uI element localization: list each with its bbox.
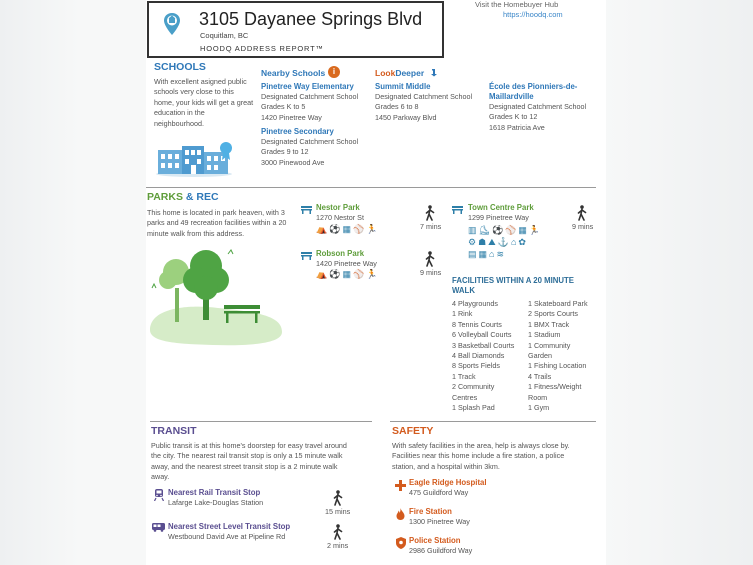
facility-item: 4 Trails xyxy=(528,371,552,381)
school-building-icon xyxy=(154,140,234,178)
transit-description: Public transit is at this home's doorstep for easy travel around the city. The nearest rail transit stop is only a 15 minute walk away, and the nearest street transit stop is a 2 minute walk away. xyxy=(151,441,347,482)
safety-card[interactable] xyxy=(409,536,559,556)
park-card[interactable] xyxy=(468,203,578,223)
ball-icon: ⚽ xyxy=(491,225,504,235)
facility-item: 3 Basketball Courts xyxy=(452,340,515,350)
runner-icon: 🏃 xyxy=(366,224,378,234)
fire-icon xyxy=(396,508,405,520)
safety-card[interactable] xyxy=(409,478,559,498)
schools-title: SCHOOLS xyxy=(154,61,206,73)
walking-person-icon xyxy=(333,490,343,506)
walking-person-icon xyxy=(425,205,435,221)
runner-icon: 🏃 xyxy=(366,269,378,279)
runner-icon: 🏃 xyxy=(528,225,541,235)
parks-title-b: & REC xyxy=(185,191,219,203)
police-shield-icon xyxy=(396,537,406,549)
facility-item: 1 BMX Track xyxy=(528,319,570,329)
address-header-box xyxy=(147,1,444,58)
facility-item: 2 Community Centres xyxy=(452,382,495,402)
homebuyer-hub-link[interactable]: https://hoodq.com xyxy=(503,10,563,19)
fishing-icon: ⚓ xyxy=(497,237,509,247)
facilities-title: FACILITIES WITHIN A 20 MINUTE WALK xyxy=(452,276,575,295)
school-type: Designated Catchment School xyxy=(375,92,473,101)
safety-name: Fire Station xyxy=(409,507,452,516)
school-name: Pinetree Secondary xyxy=(261,127,334,136)
tennis-icon: ⚾ xyxy=(352,224,365,234)
garden-icon: ✿ xyxy=(518,237,526,247)
park-name: Nestor Park xyxy=(316,203,360,212)
transit-detail: Westbound David Ave at Pipeline Rd xyxy=(168,532,286,541)
safety-card[interactable] xyxy=(409,507,559,527)
walk-time: 15 mins xyxy=(325,507,351,516)
school-address: 3000 Pinewood Ave xyxy=(261,157,325,167)
park-card[interactable] xyxy=(316,249,426,269)
school-name: Summit Middle xyxy=(375,82,431,91)
safety-name: Eagle Ridge Hospital xyxy=(409,478,487,487)
nearby-schools-label: Nearby Schools xyxy=(261,68,326,78)
park-address: 1420 Pinetree Way xyxy=(316,259,377,268)
park-name: Town Centre Park xyxy=(468,203,534,212)
homebuyer-hub-label: Visit the Homebuyer Hub xyxy=(475,0,559,9)
parks-title xyxy=(147,191,219,203)
school-name: Pinetree Way Elementary xyxy=(261,82,354,91)
facility-item: 8 Tennis Courts xyxy=(452,319,502,329)
facility-item: 1 Rink xyxy=(452,309,473,319)
bench-icon xyxy=(301,206,312,214)
walking-person-icon xyxy=(333,524,343,540)
safety-divider xyxy=(390,421,596,422)
center-icon: ⌂ xyxy=(489,249,495,259)
facility-icons-row xyxy=(316,269,379,280)
school-type: Designated Catchment School xyxy=(489,102,587,111)
school-card[interactable] xyxy=(375,82,485,123)
facility-item: 4 Ball Diamonds xyxy=(452,351,505,361)
facility-item: 1 Splash Pad xyxy=(452,403,495,413)
lookdeeper-deeper: Deeper xyxy=(395,68,425,78)
ball-icon: ⚽ xyxy=(329,224,341,234)
facility-icons-row xyxy=(316,224,379,235)
playground-icon: ⛺ xyxy=(316,224,328,234)
transit-name: Nearest Street Level Transit Stop xyxy=(168,522,291,531)
safety-address: 1300 Pinetree Way xyxy=(409,517,470,526)
transit-title: TRANSIT xyxy=(151,425,197,437)
facility-item: 1 Gym xyxy=(528,403,550,413)
lookdeeper-look: Look xyxy=(375,68,396,78)
ball-icon: ⚽ xyxy=(329,269,341,279)
walk-time: 9 mins xyxy=(572,222,594,231)
bus-icon xyxy=(152,523,165,532)
school-card[interactable] xyxy=(261,127,371,168)
school-grades: Grades 6 to 8 xyxy=(375,102,419,112)
safety-title: SAFETY xyxy=(392,425,434,437)
city-label: Coquitlam, BC xyxy=(200,31,249,40)
facility-item: 1 Skateboard Park xyxy=(528,299,588,308)
parks-description: This home is located in park heaven, with 3 parks and 49 recreation facilities within a 20 minute walk from this address. xyxy=(147,208,287,238)
walking-person-icon xyxy=(577,205,587,221)
school-card[interactable] xyxy=(489,82,595,133)
report-page xyxy=(146,0,606,565)
facility-item: 1 Track xyxy=(452,371,476,381)
court-icon: ▦ xyxy=(478,249,488,259)
pool-icon: ≋ xyxy=(496,249,505,259)
report-label: HOODQ ADDRESS REPORT™ xyxy=(200,44,324,53)
court-icon: ▦ xyxy=(342,269,351,279)
gym-icon: ☗ xyxy=(478,237,487,247)
walking-person-icon xyxy=(425,251,435,267)
park-card[interactable] xyxy=(316,203,426,223)
playground-icon: ⛺ xyxy=(316,269,328,279)
court-icon: ▦ xyxy=(518,225,527,235)
school-grades: Grades K to 12 xyxy=(489,112,538,122)
safety-description: With safety facilities in the area, help is always close by. Facilities near this home include a fire station, a police station, and a hospital within 3km. xyxy=(392,441,570,471)
facility-item: 4 Playgrounds xyxy=(452,299,498,308)
lookdeeper-logo[interactable] xyxy=(375,68,438,78)
bench-icon xyxy=(452,206,463,214)
court-icon: ▦ xyxy=(342,224,351,234)
park-name: Robson Park xyxy=(316,249,365,258)
stadium-icon: ▥ xyxy=(468,225,477,235)
transit-divider xyxy=(150,421,372,422)
walk-time: 9 mins xyxy=(420,268,442,277)
arrow-down-icon xyxy=(430,68,438,77)
facility-item: 1 Fitness/Weight Room xyxy=(528,382,582,402)
facility-item: 1 Community Garden xyxy=(528,340,571,361)
info-icon[interactable]: i xyxy=(328,66,340,78)
facility-icons-grid xyxy=(468,224,568,260)
community-icon: ⌂ xyxy=(510,237,517,247)
transit-name: Nearest Rail Transit Stop xyxy=(168,488,261,497)
transit-detail: Lafarge Lake-Douglas Station xyxy=(168,498,264,507)
track-icon: ▤ xyxy=(468,249,477,259)
facility-item: 2 Sports Courts xyxy=(528,309,578,319)
tennis-icon: ⚾ xyxy=(505,225,517,235)
safety-address: 2986 Guildford Way xyxy=(409,546,473,555)
schools-description: With excellent asigned public schools very close to this home, your kids will get a great education in the neighbourhood. xyxy=(154,77,254,128)
school-address: 1618 Patricia Ave xyxy=(489,122,545,132)
bench-icon xyxy=(301,252,312,260)
facility-item: 1 Stadium xyxy=(528,330,561,340)
safety-address: 475 Guildford Way xyxy=(409,488,469,497)
trail-icon: ⛰ xyxy=(488,237,496,247)
school-address: 1450 Parkway Blvd xyxy=(375,112,437,122)
school-name: École des Pionniers-de-Maillardville xyxy=(489,82,578,101)
school-card[interactable] xyxy=(261,82,371,123)
safety-name: Police Station xyxy=(409,536,461,545)
location-pin-icon xyxy=(163,12,181,36)
bmx-icon: ⚙ xyxy=(468,237,477,247)
parks-title-a: PARKS xyxy=(147,191,183,203)
school-grades: Grades K to 5 xyxy=(261,102,306,112)
tennis-icon: ⚾ xyxy=(352,269,365,279)
facility-item: 8 Sports Fields xyxy=(452,361,500,371)
hospital-cross-icon xyxy=(395,480,406,491)
school-address: 1420 Pinetree Way xyxy=(261,112,322,122)
address-title: 3105 Dayanee Springs Blvd xyxy=(199,9,423,29)
skate-icon: ⛸ xyxy=(478,225,490,235)
facilities-list-left xyxy=(452,299,524,413)
train-icon xyxy=(154,489,164,501)
school-grades: Grades 9 to 12 xyxy=(261,147,309,157)
transit-card[interactable] xyxy=(168,488,328,508)
park-address: 1299 Pinetree Way xyxy=(468,213,529,222)
park-illustration-icon xyxy=(148,248,283,346)
facility-item: 6 Volleyball Courts xyxy=(452,330,512,340)
walk-time: 2 mins xyxy=(327,541,349,550)
transit-card[interactable] xyxy=(168,522,338,542)
walk-time: 7 mins xyxy=(420,222,442,231)
school-type: Designated Catchment School xyxy=(261,137,359,146)
section-divider xyxy=(146,187,596,188)
facilities-list-right xyxy=(528,299,600,413)
park-address: 1270 Nestor St xyxy=(316,213,364,222)
facility-item: 1 Fishing Location xyxy=(528,361,587,371)
school-type: Designated Catchment School xyxy=(261,92,359,101)
